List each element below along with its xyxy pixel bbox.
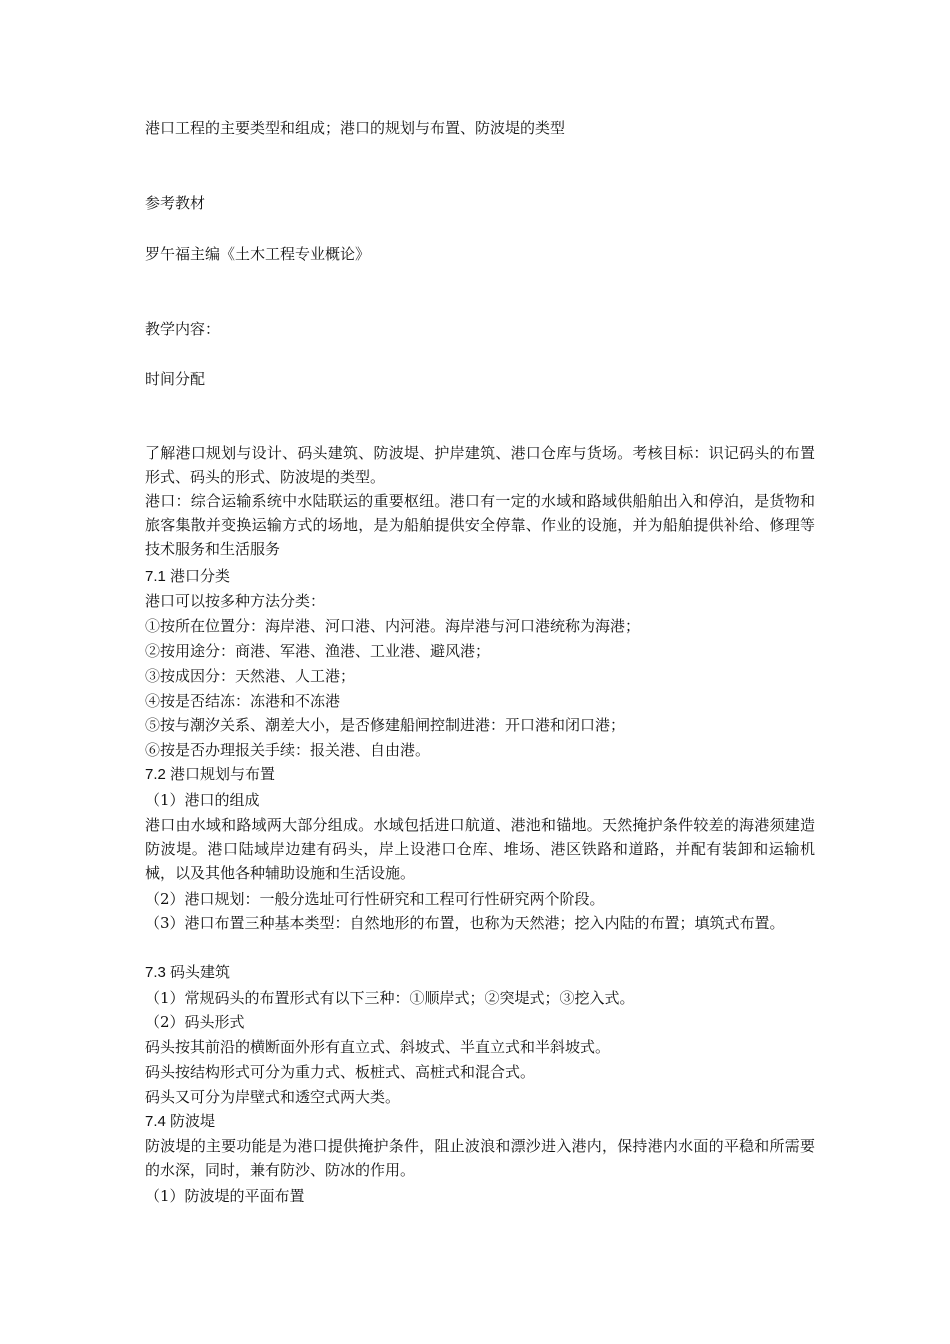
topic-line: 港口工程的主要类型和组成；港口的规划与布置、防波堤的类型 (145, 119, 566, 137)
time-label: 时间分配 (145, 370, 206, 388)
subsection-wharf-layout: （1）常规码头的布置形式有以下三种：①顺岸式；②突堤式；③挖入式。 (145, 989, 635, 1007)
subsection-port-layout: （3）港口布置三种基本类型：自然地形的布置，也称为天然港；挖入内陆的布置；填筑式布置。 (145, 914, 785, 932)
section-7-4-heading: 7.4 防波堤 (145, 1113, 216, 1130)
subsection-port-composition: （1）港口的组成 (145, 791, 260, 809)
wharf-form-line: 码头按结构形式可分为重力式、板桩式、高桩式和混合式。 (145, 1063, 536, 1081)
reference-book: 罗午福主编《土木工程专业概论》 (145, 245, 371, 263)
wharf-form-line: 码头又可分为岸壁式和透空式两大类。 (145, 1088, 401, 1106)
classification-item: ③按成因分：天然港、人工港； (145, 667, 356, 685)
classification-item: ④按是否结冻：冻港和不冻港 (145, 692, 341, 710)
classification-item: ⑤按与潮汐关系、潮差大小，是否修建船闸控制进港：开口港和闭口港； (145, 716, 626, 734)
section-7-1-heading: 7.1 港口分类 (145, 568, 231, 585)
section-7-2-heading: 7.2 港口规划与布置 (145, 766, 276, 783)
wharf-form-line: 码头按其前沿的横断面外形有直立式、斜坡式、半直立式和半斜坡式。 (145, 1038, 611, 1056)
port-definition-paragraph: 港口：综合运输系统中水陆联运的重要枢纽。港口有一定的水域和路域供船舶出入和停泊，是货物和旅客集散并变换运输方式的场地，是为船舶提供安全停靠、作业的设施，并为船舶提供补给、修理等技术服务和生活服务 (145, 492, 815, 558)
section-7-1-lead: 港口可以按多种方法分类： (145, 592, 326, 610)
reference-label: 参考教材 (145, 194, 206, 212)
intro-paragraph: 了解港口规划与设计、码头建筑、防波堤、护岸建筑、港口仓库与货场。考核目标：识记码头的布置形式、码头的形式、防波堤的类型。 (145, 444, 815, 486)
content-label: 教学内容： (145, 320, 221, 338)
classification-item: ②按用途分：商港、军港、渔港、工业港、避风港； (145, 642, 491, 660)
subsection-port-planning: （2）港口规划：一般分选址可行性研究和工程可行性研究两个阶段。 (145, 890, 605, 908)
breakwater-function-paragraph: 防波堤的主要功能是为港口提供掩护条件，阻止波浪和漂沙进入港内，保持港内水面的平稳和所需要的水深，同时，兼有防沙、防冰的作用。 (145, 1137, 815, 1179)
subsection-breakwater-plan: （1）防波堤的平面布置 (145, 1187, 305, 1205)
section-7-3-heading: 7.3 码头建筑 (145, 964, 231, 981)
subsection-wharf-form: （2）码头形式 (145, 1013, 245, 1031)
classification-item: ⑥按是否办理报关手续：报关港、自由港。 (145, 741, 431, 759)
classification-item: ①按所在位置分：海岸港、河口港、内河港。海岸港与河口港统称为海港； (145, 617, 641, 635)
port-composition-paragraph: 港口由水域和路域两大部分组成。水域包括进口航道、港池和锚地。天然掩护条件较差的海港须建造防波堤。港口陆域岸边建有码头，岸上设港口仓库、堆场、港区铁路和道路，并配有装卸和运输机械，以及其他各种辅助设施和生活设施。 (145, 816, 815, 882)
